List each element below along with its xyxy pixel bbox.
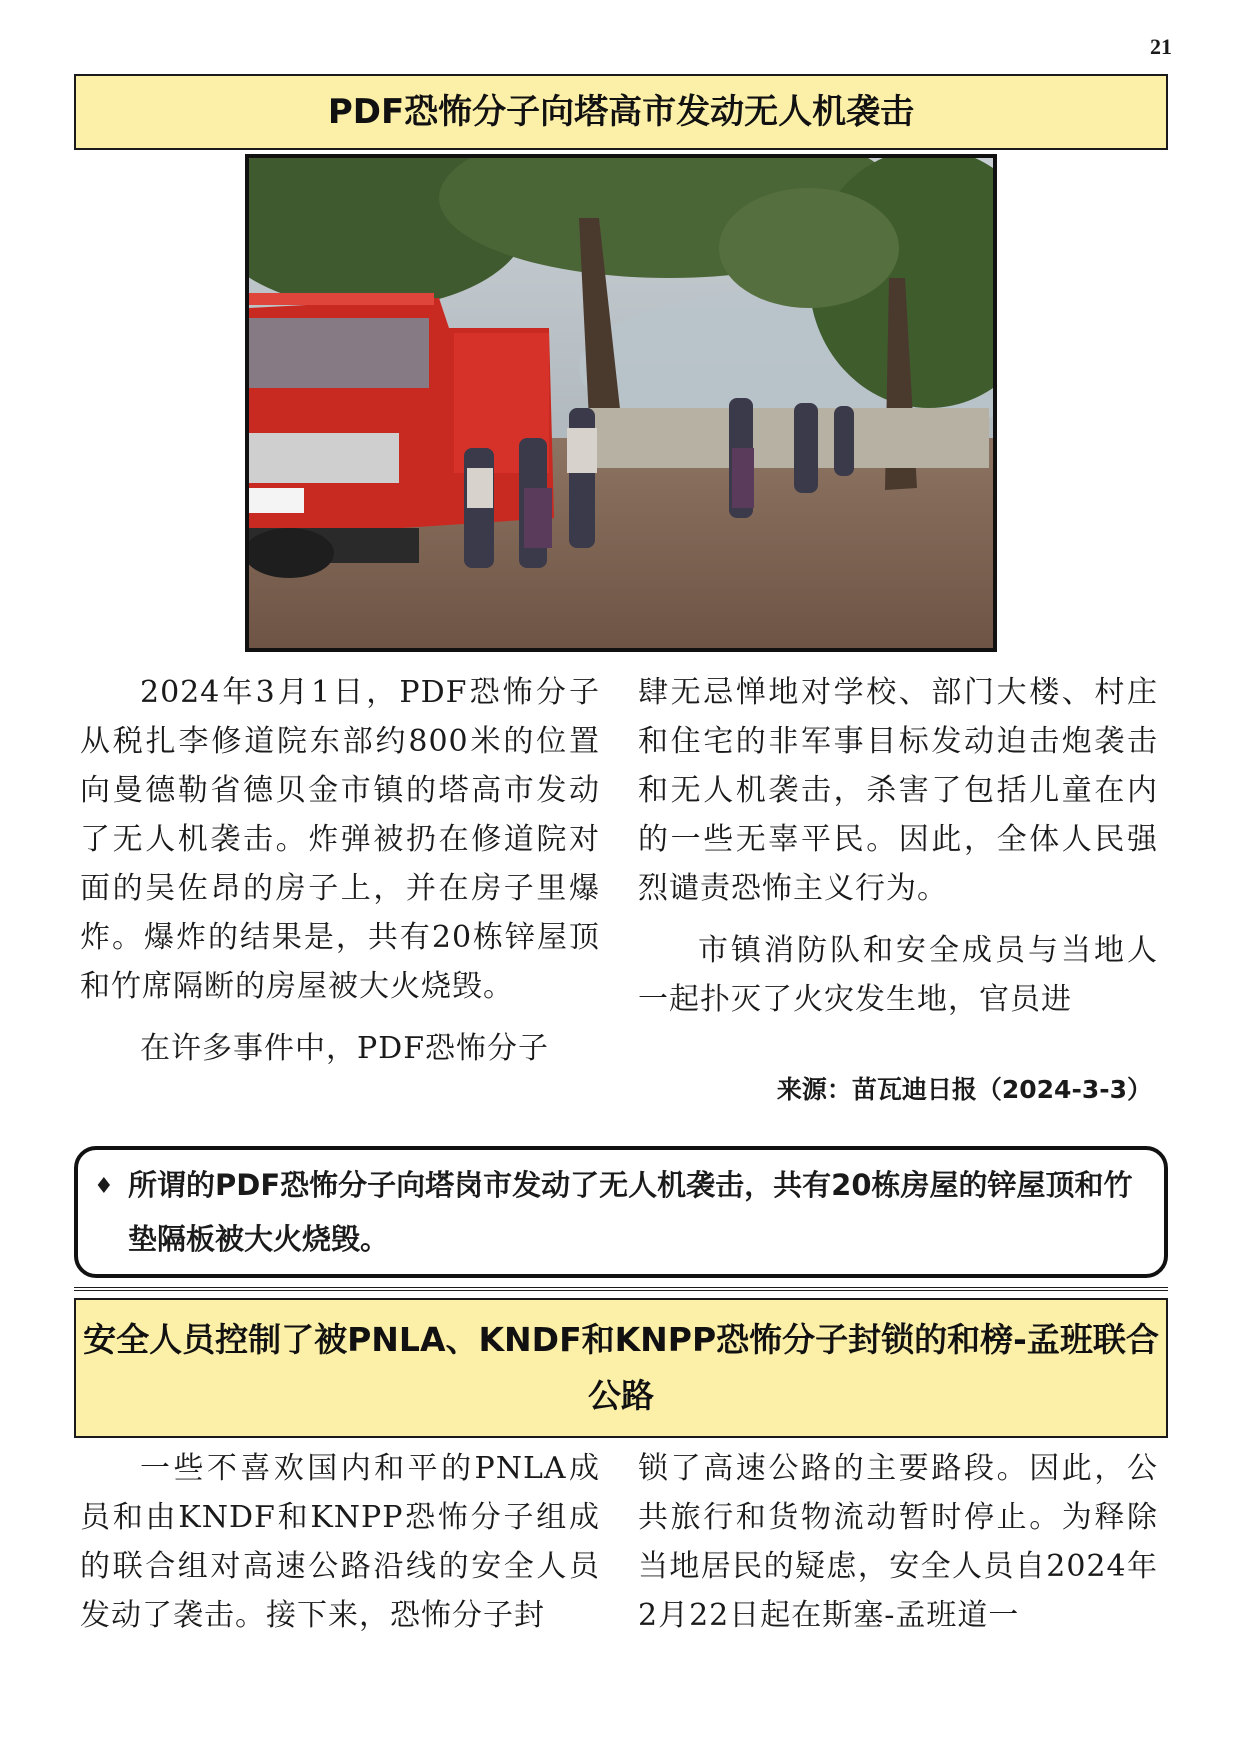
paragraph: 2024年3月1日，PDF恐怖分子从税扎李修道院东部约800米的位置向曼德勒省德贝金市镇的塔高市发动了无人机袭击。炸弹被扔在修道院对面的吴佐昂的房子上，并在房子里爆炸。爆炸的结果是，共有20栋锌屋顶和竹席隔断的房屋被大火烧毁。 bbox=[80, 675, 600, 1004]
article-headline: 安全人员控制了被PNLA、KNDF和KNPP恐怖分子封锁的和榜-孟班联合公路 bbox=[74, 1298, 1168, 1438]
paragraph: 肆无忌惮地对学校、部门大楼、村庄和住宅的非军事目标发动迫击炮袭击和无人机袭击，杀害了包括儿童在内的一些无辜平民。因此，全体人民强烈谴责恐怖主义行为。 bbox=[638, 675, 1158, 906]
page-number: 21 bbox=[1150, 34, 1172, 59]
article-headline: PDF恐怖分子向塔高市发动无人机袭击 bbox=[74, 74, 1168, 150]
article2-right-column bbox=[638, 1444, 1158, 1653]
summary-text: 所谓的PDF恐怖分子向塔岗市发动了无人机袭击，共有20栋房屋的锌屋顶和竹垫隔板被大火烧毁。 bbox=[128, 1168, 1133, 1256]
section-divider bbox=[74, 1287, 1168, 1291]
paragraph: 市镇消防队和安全成员与当地人一起扑灭了火灾发生地，官员进 bbox=[638, 933, 1158, 1017]
article2-left-column bbox=[80, 1444, 600, 1653]
article1-left-column bbox=[80, 668, 600, 1086]
paragraph: 在许多事件中，PDF恐怖分子 bbox=[140, 1031, 550, 1066]
paragraph: 一些不喜欢国内和平的PNLA成员和由KNDF和KNPP恐怖分子组成的联合组对高速公路沿线的安全人员发动了袭击。接下来，恐怖分子封 bbox=[80, 1451, 600, 1633]
summary-box bbox=[74, 1146, 1168, 1278]
article1-right-column bbox=[638, 668, 1158, 1037]
paragraph: 锁了高速公路的主要路段。因此，公共旅行和货物流动暂时停止。为释除当地居民的疑虑，安全人员自2024年2月22日起在斯塞-孟班道一 bbox=[638, 1451, 1158, 1633]
source-credit: 来源：苗瓦迪日报（2024-3-3） bbox=[776, 1075, 1152, 1104]
diamond-bullet-icon: ♦ bbox=[94, 1174, 114, 1199]
news-photo bbox=[245, 154, 997, 652]
